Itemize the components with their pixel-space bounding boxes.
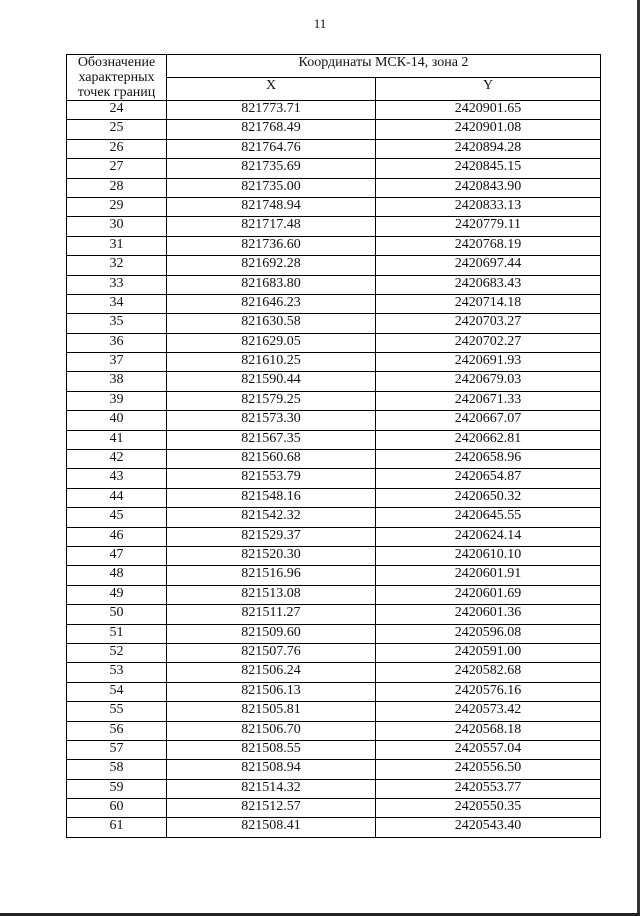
x-cell: 821512.57 (167, 799, 376, 818)
y-cell: 2420610.10 (376, 546, 601, 565)
point-cell: 59 (67, 779, 167, 798)
point-cell: 44 (67, 488, 167, 507)
header-point-designation: Обозначение характерных точек границ (67, 55, 167, 101)
x-cell: 821692.28 (167, 256, 376, 275)
y-cell: 2420901.65 (376, 101, 601, 120)
point-cell: 46 (67, 527, 167, 546)
x-cell: 821509.60 (167, 624, 376, 643)
table-row (67, 721, 601, 740)
point-cell: 45 (67, 508, 167, 527)
table-row (67, 450, 601, 469)
table-row (67, 372, 601, 391)
point-cell: 47 (67, 546, 167, 565)
point-cell: 42 (67, 450, 167, 469)
x-cell: 821773.71 (167, 101, 376, 120)
y-cell: 2420601.91 (376, 566, 601, 585)
point-cell: 37 (67, 353, 167, 372)
table-row (67, 740, 601, 759)
x-cell: 821573.30 (167, 411, 376, 430)
y-cell: 2420714.18 (376, 294, 601, 313)
point-cell: 25 (67, 120, 167, 139)
table-row (67, 236, 601, 255)
page-number: 11 (313, 16, 327, 31)
y-cell: 2420601.69 (376, 585, 601, 604)
table-row (67, 818, 601, 837)
x-cell: 821506.70 (167, 721, 376, 740)
table-row (67, 217, 601, 236)
y-cell: 2420550.35 (376, 799, 601, 818)
y-cell: 2420624.14 (376, 527, 601, 546)
y-cell: 2420691.93 (376, 353, 601, 372)
point-cell: 50 (67, 605, 167, 624)
point-cell: 56 (67, 721, 167, 740)
x-cell: 821529.37 (167, 527, 376, 546)
table-row (67, 799, 601, 818)
y-cell: 2420901.08 (376, 120, 601, 139)
y-cell: 2420573.42 (376, 702, 601, 721)
header-y: Y (376, 78, 601, 101)
y-cell: 2420845.15 (376, 159, 601, 178)
x-cell: 821553.79 (167, 469, 376, 488)
table-row (67, 527, 601, 546)
y-cell: 2420650.32 (376, 488, 601, 507)
x-cell: 821764.76 (167, 139, 376, 158)
point-cell: 61 (67, 818, 167, 837)
x-cell: 821511.27 (167, 605, 376, 624)
table-row (67, 430, 601, 449)
point-cell: 39 (67, 391, 167, 410)
y-cell: 2420768.19 (376, 236, 601, 255)
table-row (67, 682, 601, 701)
x-cell: 821768.49 (167, 120, 376, 139)
point-cell: 48 (67, 566, 167, 585)
y-cell: 2420667.07 (376, 411, 601, 430)
x-cell: 821505.81 (167, 702, 376, 721)
x-cell: 821579.25 (167, 391, 376, 410)
point-cell: 28 (67, 178, 167, 197)
y-cell: 2420576.16 (376, 682, 601, 701)
x-cell: 821520.30 (167, 546, 376, 565)
point-cell: 55 (67, 702, 167, 721)
table-row (67, 159, 601, 178)
point-cell: 60 (67, 799, 167, 818)
table-row (67, 314, 601, 333)
table-row (67, 643, 601, 662)
table-row (67, 488, 601, 507)
y-cell: 2420591.00 (376, 643, 601, 662)
x-cell: 821748.94 (167, 197, 376, 216)
x-cell: 821646.23 (167, 294, 376, 313)
table-row (67, 120, 601, 139)
table-row (67, 178, 601, 197)
point-cell: 24 (67, 101, 167, 120)
y-cell: 2420697.44 (376, 256, 601, 275)
x-cell: 821506.24 (167, 663, 376, 682)
table-row (67, 566, 601, 585)
x-cell: 821590.44 (167, 372, 376, 391)
point-cell: 52 (67, 643, 167, 662)
x-cell: 821629.05 (167, 333, 376, 352)
point-cell: 57 (67, 740, 167, 759)
y-cell: 2420553.77 (376, 779, 601, 798)
x-cell: 821548.16 (167, 488, 376, 507)
x-cell: 821735.00 (167, 178, 376, 197)
table-row (67, 101, 601, 120)
table-row (67, 391, 601, 410)
point-cell: 38 (67, 372, 167, 391)
point-cell: 51 (67, 624, 167, 643)
x-cell: 821630.58 (167, 314, 376, 333)
x-cell: 821735.69 (167, 159, 376, 178)
table-row (67, 546, 601, 565)
table-row (67, 411, 601, 430)
point-cell: 26 (67, 139, 167, 158)
table-row (67, 256, 601, 275)
table-row (67, 333, 601, 352)
point-cell: 32 (67, 256, 167, 275)
y-cell: 2420601.36 (376, 605, 601, 624)
point-cell: 43 (67, 469, 167, 488)
x-cell: 821513.08 (167, 585, 376, 604)
point-cell: 54 (67, 682, 167, 701)
point-cell: 33 (67, 275, 167, 294)
x-cell: 821514.32 (167, 779, 376, 798)
point-cell: 36 (67, 333, 167, 352)
y-cell: 2420658.96 (376, 450, 601, 469)
x-cell: 821507.76 (167, 643, 376, 662)
y-cell: 2420645.55 (376, 508, 601, 527)
x-cell: 821542.32 (167, 508, 376, 527)
table-body (67, 101, 601, 838)
header-coordinates-group: Координаты МСК-14, зона 2 (167, 55, 601, 78)
table-row (67, 294, 601, 313)
y-cell: 2420843.90 (376, 178, 601, 197)
table-row (67, 585, 601, 604)
table-row (67, 624, 601, 643)
table-row (67, 469, 601, 488)
table-row (67, 353, 601, 372)
x-cell: 821736.60 (167, 236, 376, 255)
y-cell: 2420582.68 (376, 663, 601, 682)
x-cell: 821683.80 (167, 275, 376, 294)
x-cell: 821506.13 (167, 682, 376, 701)
point-cell: 31 (67, 236, 167, 255)
x-cell: 821717.48 (167, 217, 376, 236)
x-cell: 821508.94 (167, 760, 376, 779)
point-cell: 35 (67, 314, 167, 333)
y-cell: 2420894.28 (376, 139, 601, 158)
point-cell: 30 (67, 217, 167, 236)
y-cell: 2420779.11 (376, 217, 601, 236)
point-cell: 40 (67, 411, 167, 430)
y-cell: 2420703.27 (376, 314, 601, 333)
y-cell: 2420702.27 (376, 333, 601, 352)
table-row (67, 760, 601, 779)
table-row (67, 702, 601, 721)
y-cell: 2420543.40 (376, 818, 601, 837)
point-cell: 34 (67, 294, 167, 313)
table-row (67, 197, 601, 216)
y-cell: 2420557.04 (376, 740, 601, 759)
table-row (67, 663, 601, 682)
point-cell: 41 (67, 430, 167, 449)
x-cell: 821610.25 (167, 353, 376, 372)
y-cell: 2420662.81 (376, 430, 601, 449)
y-cell: 2420556.50 (376, 760, 601, 779)
y-cell: 2420683.43 (376, 275, 601, 294)
y-cell: 2420679.03 (376, 372, 601, 391)
table-row (67, 779, 601, 798)
point-cell: 53 (67, 663, 167, 682)
table-header (67, 55, 601, 101)
y-cell: 2420568.18 (376, 721, 601, 740)
table-row (67, 605, 601, 624)
x-cell: 821508.41 (167, 818, 376, 837)
x-cell: 821560.68 (167, 450, 376, 469)
table-row (67, 139, 601, 158)
header-x: X (167, 78, 376, 101)
y-cell: 2420596.08 (376, 624, 601, 643)
y-cell: 2420671.33 (376, 391, 601, 410)
y-cell: 2420654.87 (376, 469, 601, 488)
x-cell: 821508.55 (167, 740, 376, 759)
point-cell: 58 (67, 760, 167, 779)
point-cell: 29 (67, 197, 167, 216)
table-row (67, 508, 601, 527)
y-cell: 2420833.13 (376, 197, 601, 216)
x-cell: 821516.96 (167, 566, 376, 585)
table-row (67, 275, 601, 294)
coordinates-table (66, 54, 601, 838)
point-cell: 49 (67, 585, 167, 604)
x-cell: 821567.35 (167, 430, 376, 449)
point-cell: 27 (67, 159, 167, 178)
